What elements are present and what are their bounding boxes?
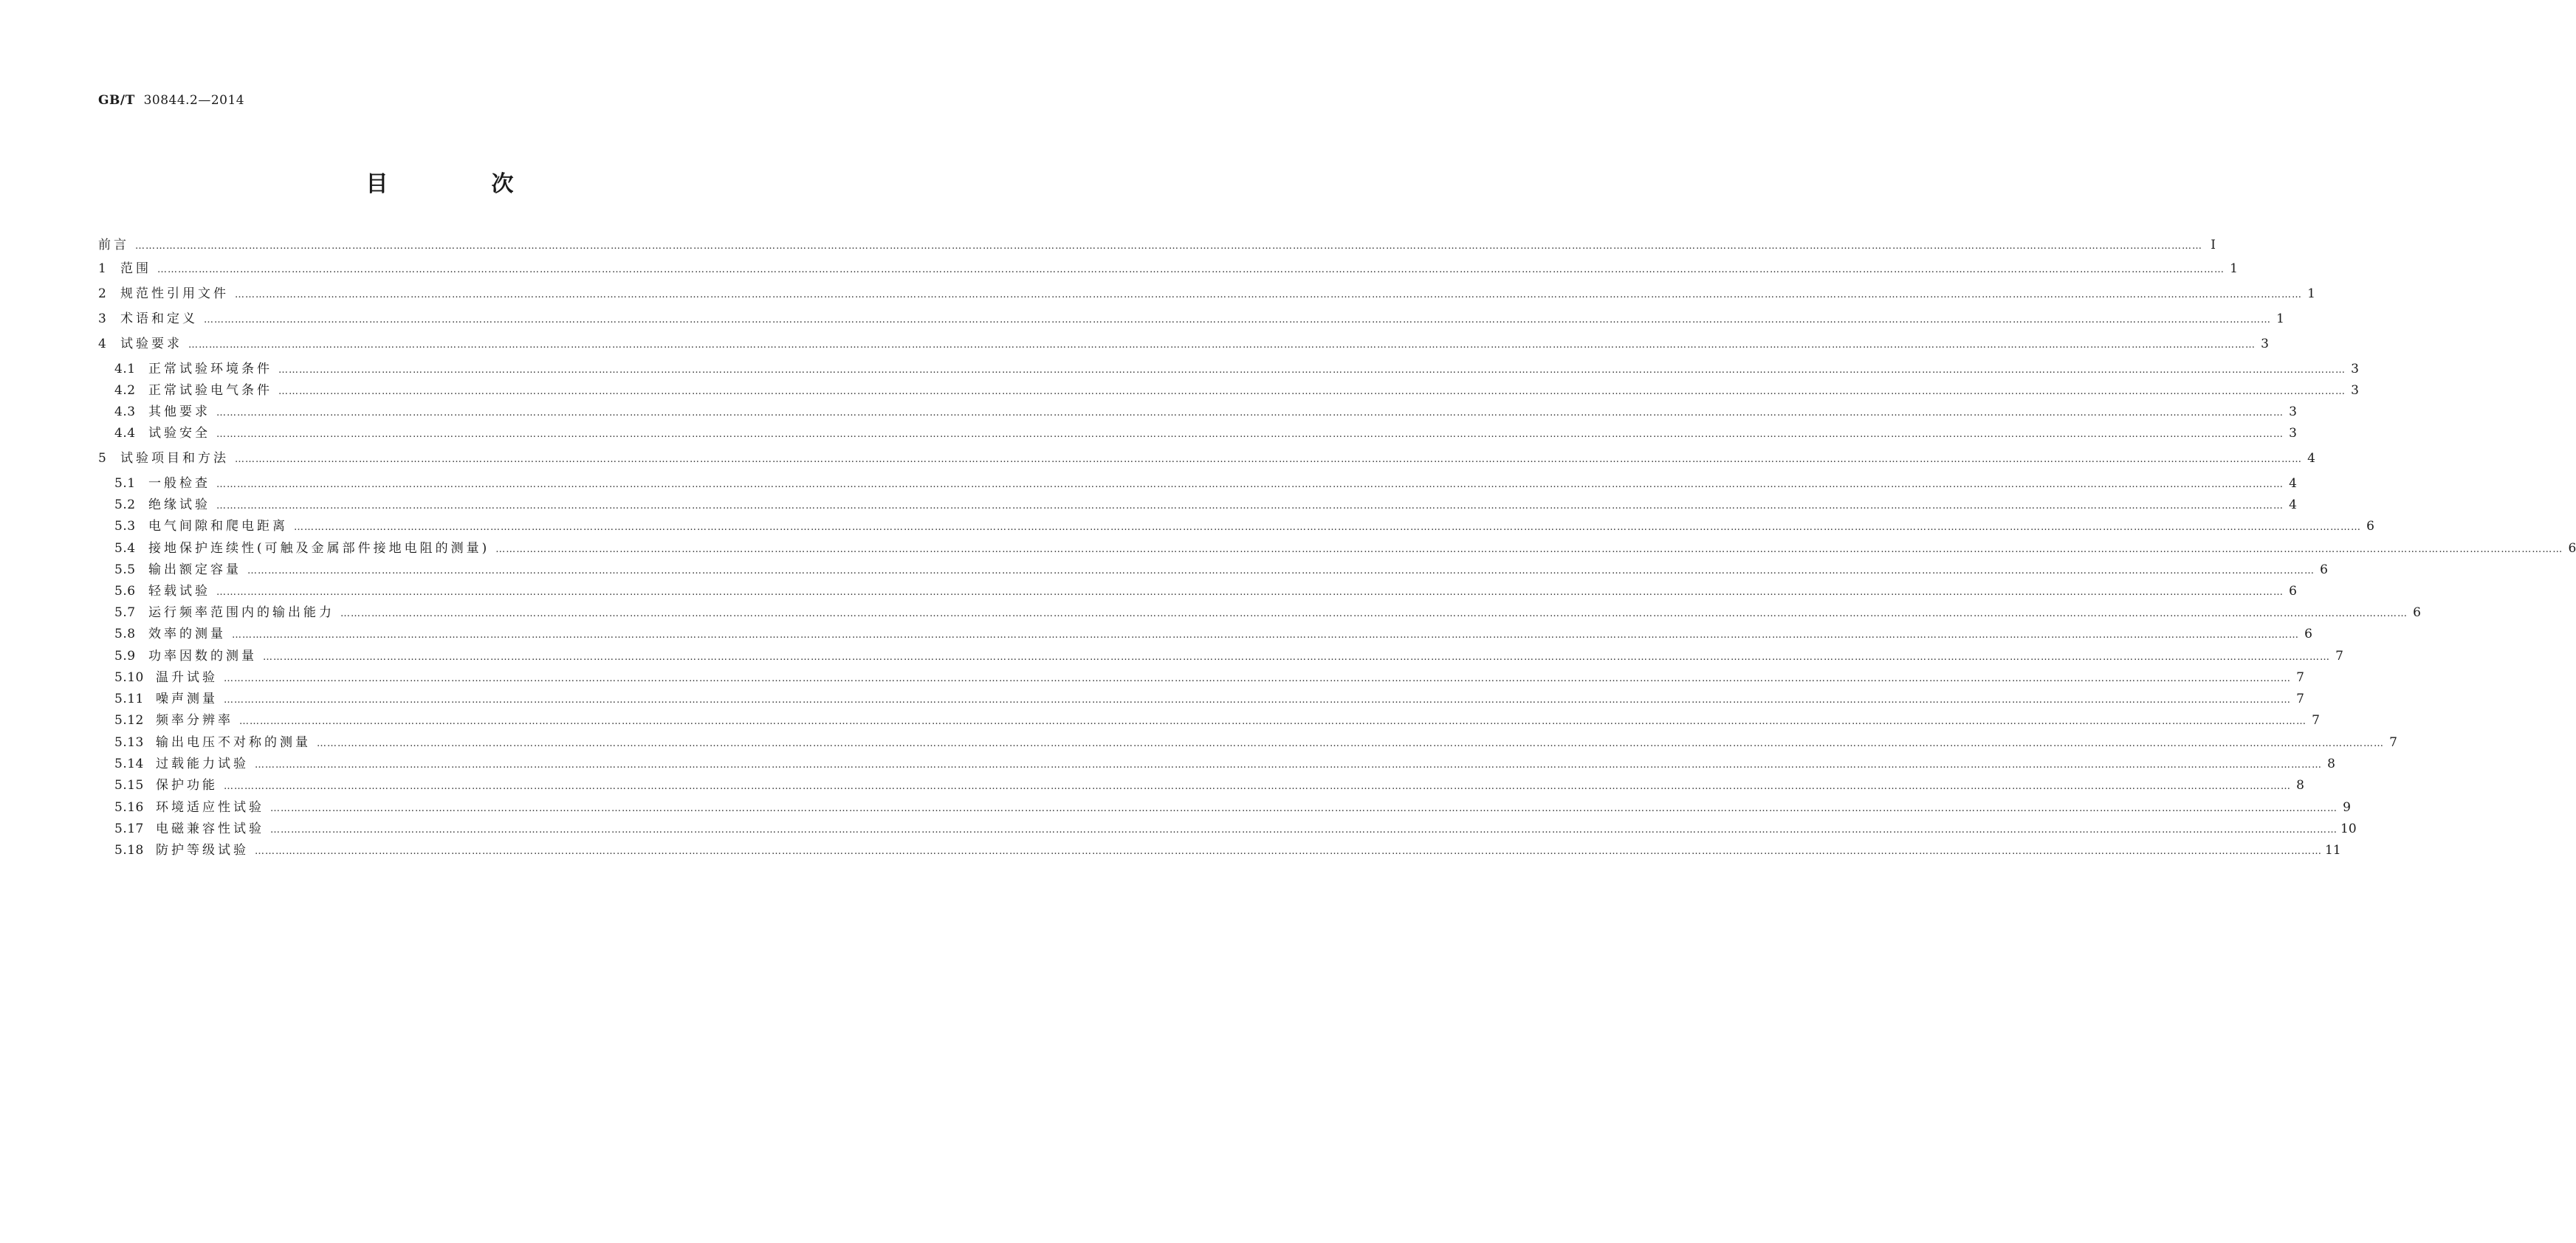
- toc-entry-label: 电磁兼容性试验: [156, 822, 264, 836]
- toc-entry[interactable]: [114, 540, 2576, 557]
- toc-entry-page: 10: [2340, 822, 2357, 836]
- toc-leader-dots: ……………………………………………………………………………………………………………………………………………………………………………………………………………………………………………………………………………………………………………………………………………………………………………………………………………………………………………………………………………………………………………………………………………………: [216, 479, 2284, 490]
- toc-leader-dots: ……………………………………………………………………………………………………………………………………………………………………………………………………………………………………………………………………………………………………………………………………………………………………………………………………………………………………………………………………………………………………………………………………………………: [216, 407, 2284, 419]
- toc-entry-label: 电气间隙和爬电距离: [148, 519, 288, 534]
- toc-entry-label: 范围: [120, 261, 151, 276]
- toc-entry-label: 环境适应性试验: [156, 800, 264, 815]
- toc-entry-number: 5.14: [114, 757, 144, 771]
- toc-entry-number: 5.5: [114, 562, 136, 577]
- toc-entry-number: 5.16: [114, 800, 144, 815]
- toc-entry-label: 轻载试验: [148, 584, 210, 599]
- toc-entry[interactable]: [114, 517, 2374, 535]
- toc-entry-number: 5.9: [114, 649, 136, 664]
- toc-entry-page: 7: [2296, 670, 2304, 685]
- toc-entry-page: Ⅰ: [2211, 238, 2216, 252]
- toc-entry-page: 3: [2351, 362, 2359, 376]
- document-code: [98, 93, 244, 108]
- toc-entry-page: 7: [2296, 692, 2304, 706]
- toc-leader-dots: ……………………………………………………………………………………………………………………………………………………………………………………………………………………………………………………………………………………………………………………………………………………………………………………………………………………………………………………………………………………………………………………………………………………: [224, 673, 2291, 684]
- toc-entry-label: 温升试验: [156, 670, 218, 685]
- toc-entry-page: 6: [2304, 627, 2312, 641]
- toc-entry-label: 其他要求: [148, 404, 210, 419]
- toc-entry[interactable]: [114, 424, 2297, 442]
- toc-leader-dots: ……………………………………………………………………………………………………………………………………………………………………………………………………………………………………………………………………………………………………………………………………………………………………………………………………………………………………………………………………………………………………………………………………………………: [495, 544, 2563, 555]
- toc-entry-page: 3: [2351, 383, 2359, 398]
- toc-entry-page: 4: [2289, 497, 2297, 512]
- toc-entry-page: 8: [2296, 778, 2304, 793]
- toc-leader-dots: ……………………………………………………………………………………………………………………………………………………………………………………………………………………………………………………………………………………………………………………………………………………………………………………………………………………………………………………………………………………………………………………………………………………: [224, 781, 2291, 792]
- toc-entry-label: 正常试验电气条件: [148, 383, 272, 398]
- toc-entry[interactable]: [98, 285, 2315, 303]
- toc-entry-number: 5.13: [114, 735, 144, 750]
- toc-entry-page: 11: [2325, 843, 2341, 858]
- toc-entry-label: 正常试验环境条件: [148, 362, 272, 376]
- toc-leader-dots: ……………………………………………………………………………………………………………………………………………………………………………………………………………………………………………………………………………………………………………………………………………………………………………………………………………………………………………………………………………………………………………………………………………………: [204, 314, 2271, 326]
- toc-leader-dots: ……………………………………………………………………………………………………………………………………………………………………………………………………………………………………………………………………………………………………………………………………………………………………………………………………………………………………………………………………………………………………………………………………………………: [224, 695, 2291, 706]
- toc-leader-dots: ……………………………………………………………………………………………………………………………………………………………………………………………………………………………………………………………………………………………………………………………………………………………………………………………………………………………………………………………………………………………………………………………………………………: [278, 386, 2346, 397]
- toc-entry-number: 5.18: [114, 843, 144, 858]
- toc-entry-page: 7: [2312, 713, 2320, 728]
- toc-entry-page: 6: [2413, 605, 2421, 620]
- toc-entry-page: 6: [2289, 584, 2297, 599]
- toc-entry-page: 7: [2335, 649, 2343, 664]
- toc-entry-number: 5.7: [114, 605, 136, 620]
- toc-entry-page: 6: [2320, 562, 2328, 577]
- toc-entry-page: 4: [2307, 451, 2315, 466]
- toc-entry-number: 4.3: [114, 404, 136, 419]
- toc-entry[interactable]: [114, 382, 2359, 399]
- toc-leader-dots: ……………………………………………………………………………………………………………………………………………………………………………………………………………………………………………………………………………………………………………………………………………………………………………………………………………………………………………………………………………………………………………………………………………………: [270, 803, 2338, 814]
- toc-leader-dots: ……………………………………………………………………………………………………………………………………………………………………………………………………………………………………………………………………………………………………………………………………………………………………………………………………………………………………………………………………………………………………………………………………………………: [255, 760, 2322, 771]
- toc-entry-label: 输出额定容量: [148, 562, 241, 577]
- toc-entry-page: 3: [2261, 337, 2269, 351]
- toc-entry-page: 6: [2366, 519, 2374, 534]
- toc-leader-dots: ……………………………………………………………………………………………………………………………………………………………………………………………………………………………………………………………………………………………………………………………………………………………………………………………………………………………………………………………………………………………………………………………………………………: [216, 587, 2284, 598]
- toc-leader-dots: ……………………………………………………………………………………………………………………………………………………………………………………………………………………………………………………………………………………………………………………………………………………………………………………………………………………………………………………………………………………………………………………………………………………: [135, 241, 2202, 252]
- toc-entry-number: 4.4: [114, 426, 136, 441]
- toc-entry[interactable]: [114, 690, 2304, 708]
- toc-entry-number: 4: [98, 337, 107, 351]
- toc-entry-label: 接地保护连续性(可触及金属部件接地电阻的测量): [148, 541, 490, 556]
- toc-entry-label: 试验项目和方法: [120, 451, 229, 466]
- toc-entry[interactable]: [98, 260, 2238, 278]
- toc-entry-number: 2: [98, 286, 107, 301]
- toc-entry[interactable]: [114, 734, 2397, 751]
- toc-leader-dots: ……………………………………………………………………………………………………………………………………………………………………………………………………………………………………………………………………………………………………………………………………………………………………………………………………………………………………………………………………………………………………………………………………………………: [317, 738, 2384, 749]
- toc-leader-dots: ……………………………………………………………………………………………………………………………………………………………………………………………………………………………………………………………………………………………………………………………………………………………………………………………………………………………………………………………………………………………………………………………………………………: [340, 608, 2408, 619]
- toc-entry-label: 效率的测量: [148, 627, 226, 641]
- toc-entry[interactable]: [114, 841, 2341, 859]
- toc-entry[interactable]: [114, 561, 2328, 579]
- toc-entry[interactable]: [114, 604, 2421, 622]
- toc-entry-label: 噪声测量: [156, 692, 218, 706]
- toc-entry-label: 功率因数的测量: [148, 649, 257, 664]
- toc-title: 目 次: [365, 171, 554, 197]
- toc-entry-label: 防护等级试验: [156, 843, 249, 858]
- toc-leader-dots: ……………………………………………………………………………………………………………………………………………………………………………………………………………………………………………………………………………………………………………………………………………………………………………………………………………………………………………………………………………………………………………………………………………………: [232, 630, 2299, 641]
- toc-entry-number: 5.3: [114, 519, 136, 534]
- toc-leader-dots: ……………………………………………………………………………………………………………………………………………………………………………………………………………………………………………………………………………………………………………………………………………………………………………………………………………………………………………………………………………………………………………………………………………………: [157, 264, 2225, 275]
- toc-entry[interactable]: [114, 669, 2304, 686]
- toc-leader-dots: ……………………………………………………………………………………………………………………………………………………………………………………………………………………………………………………………………………………………………………………………………………………………………………………………………………………………………………………………………………………………………………………………………………………: [235, 289, 2302, 300]
- toc-leader-dots: ……………………………………………………………………………………………………………………………………………………………………………………………………………………………………………………………………………………………………………………………………………………………………………………………………………………………………………………………………………………………………………………………………………………: [247, 565, 2315, 576]
- toc-entry-label: 绝缘试验: [148, 497, 210, 512]
- toc-entry-number: 5.12: [114, 713, 144, 728]
- toc-leader-dots: ……………………………………………………………………………………………………………………………………………………………………………………………………………………………………………………………………………………………………………………………………………………………………………………………………………………………………………………………………………………………………………………………………………………: [216, 500, 2284, 512]
- toc-entry-number: 5.4: [114, 541, 136, 556]
- toc-entry-page: 4: [2289, 476, 2297, 491]
- toc-entry[interactable]: [114, 647, 2343, 665]
- toc-entry-label: 一般检查: [148, 476, 210, 491]
- toc-leader-dots: ……………………………………………………………………………………………………………………………………………………………………………………………………………………………………………………………………………………………………………………………………………………………………………………………………………………………………………………………………………………………………………………………………………………: [216, 429, 2284, 440]
- toc-entry[interactable]: [114, 799, 2351, 816]
- toc-entry-label: 前言: [98, 238, 129, 252]
- toc-entry[interactable]: [114, 360, 2359, 378]
- toc-entry[interactable]: [114, 475, 2297, 492]
- toc-entry-label: 术语和定义: [120, 311, 198, 326]
- toc-leader-dots: ……………………………………………………………………………………………………………………………………………………………………………………………………………………………………………………………………………………………………………………………………………………………………………………………………………………………………………………………………………………………………………………………………………………: [255, 846, 2322, 857]
- toc-entry[interactable]: [114, 625, 2312, 643]
- toc-entry-label: 运行频率范围内的输出能力: [148, 605, 334, 620]
- toc-entry[interactable]: [114, 496, 2297, 514]
- toc-entry-number: 4.1: [114, 362, 136, 376]
- toc-leader-dots: ……………………………………………………………………………………………………………………………………………………………………………………………………………………………………………………………………………………………………………………………………………………………………………………………………………………………………………………………………………………………………………………………………………………: [270, 824, 2338, 836]
- toc-entry-page: 1: [2307, 286, 2315, 301]
- toc-leader-dots: ……………………………………………………………………………………………………………………………………………………………………………………………………………………………………………………………………………………………………………………………………………………………………………………………………………………………………………………………………………………………………………………………………………………: [239, 716, 2307, 727]
- toc-entry-page: 3: [2289, 426, 2297, 441]
- document-code-prefix: GB/T: [98, 93, 135, 108]
- toc-entry[interactable]: [98, 310, 2284, 328]
- toc-entry-page: 1: [2230, 261, 2238, 276]
- document-code-number: 30844.2—2014: [143, 93, 245, 108]
- toc-entry-label: 保护功能: [156, 778, 218, 793]
- toc-entry-number: 4.2: [114, 383, 136, 398]
- toc-entry-page: 9: [2343, 800, 2351, 815]
- toc-entry-page: 8: [2327, 757, 2335, 771]
- toc-leader-dots: ……………………………………………………………………………………………………………………………………………………………………………………………………………………………………………………………………………………………………………………………………………………………………………………………………………………………………………………………………………………………………………………………………………………: [294, 522, 2361, 533]
- toc-entry[interactable]: [98, 335, 2269, 353]
- toc-entry-label: 规范性引用文件: [120, 286, 229, 301]
- toc-entry[interactable]: [114, 755, 2335, 773]
- toc-entry-label: 试验要求: [120, 337, 182, 351]
- toc-entry-number: 5.2: [114, 497, 136, 512]
- toc-entry[interactable]: [114, 582, 2297, 600]
- toc-entry-number: 1: [98, 261, 107, 276]
- toc-entry-label: 试验安全: [148, 426, 210, 441]
- toc-entry-page: 7: [2389, 735, 2397, 750]
- toc-entry[interactable]: [114, 777, 2304, 794]
- toc-leader-dots: ……………………………………………………………………………………………………………………………………………………………………………………………………………………………………………………………………………………………………………………………………………………………………………………………………………………………………………………………………………………………………………………………………………………: [263, 652, 2330, 663]
- toc-entry-page: 6: [2568, 541, 2576, 556]
- toc-leader-dots: ……………………………………………………………………………………………………………………………………………………………………………………………………………………………………………………………………………………………………………………………………………………………………………………………………………………………………………………………………………………………………………………………………………………: [188, 340, 2256, 351]
- toc-leader-dots: ……………………………………………………………………………………………………………………………………………………………………………………………………………………………………………………………………………………………………………………………………………………………………………………………………………………………………………………………………………………………………………………………………………………: [278, 365, 2346, 376]
- toc-entry-number: 5.17: [114, 822, 144, 836]
- toc-entry-number: 5.10: [114, 670, 144, 685]
- toc-entry[interactable]: [114, 820, 2357, 838]
- toc-entry-number: 5.15: [114, 778, 144, 793]
- toc-entry-label: 过载能力试验: [156, 757, 249, 771]
- toc-entry-number: 3: [98, 311, 107, 326]
- toc-entry[interactable]: [114, 712, 2320, 729]
- toc-entry[interactable]: [98, 236, 2216, 254]
- toc-entry-label: 输出电压不对称的测量: [156, 735, 311, 750]
- toc-entry-number: 5.1: [114, 476, 136, 491]
- toc-entry-number: 5.11: [114, 692, 144, 706]
- toc-entry[interactable]: [98, 450, 2315, 467]
- toc-entry-label: 频率分辨率: [156, 713, 233, 728]
- toc-entry-number: 5: [98, 451, 107, 466]
- toc-entry[interactable]: [114, 403, 2297, 421]
- toc-entry-page: 3: [2289, 404, 2297, 419]
- toc-entry-number: 5.6: [114, 584, 136, 599]
- toc-entry-page: 1: [2276, 311, 2284, 326]
- toc-leader-dots: ……………………………………………………………………………………………………………………………………………………………………………………………………………………………………………………………………………………………………………………………………………………………………………………………………………………………………………………………………………………………………………………………………………………: [235, 454, 2302, 465]
- toc-entry-number: 5.8: [114, 627, 136, 641]
